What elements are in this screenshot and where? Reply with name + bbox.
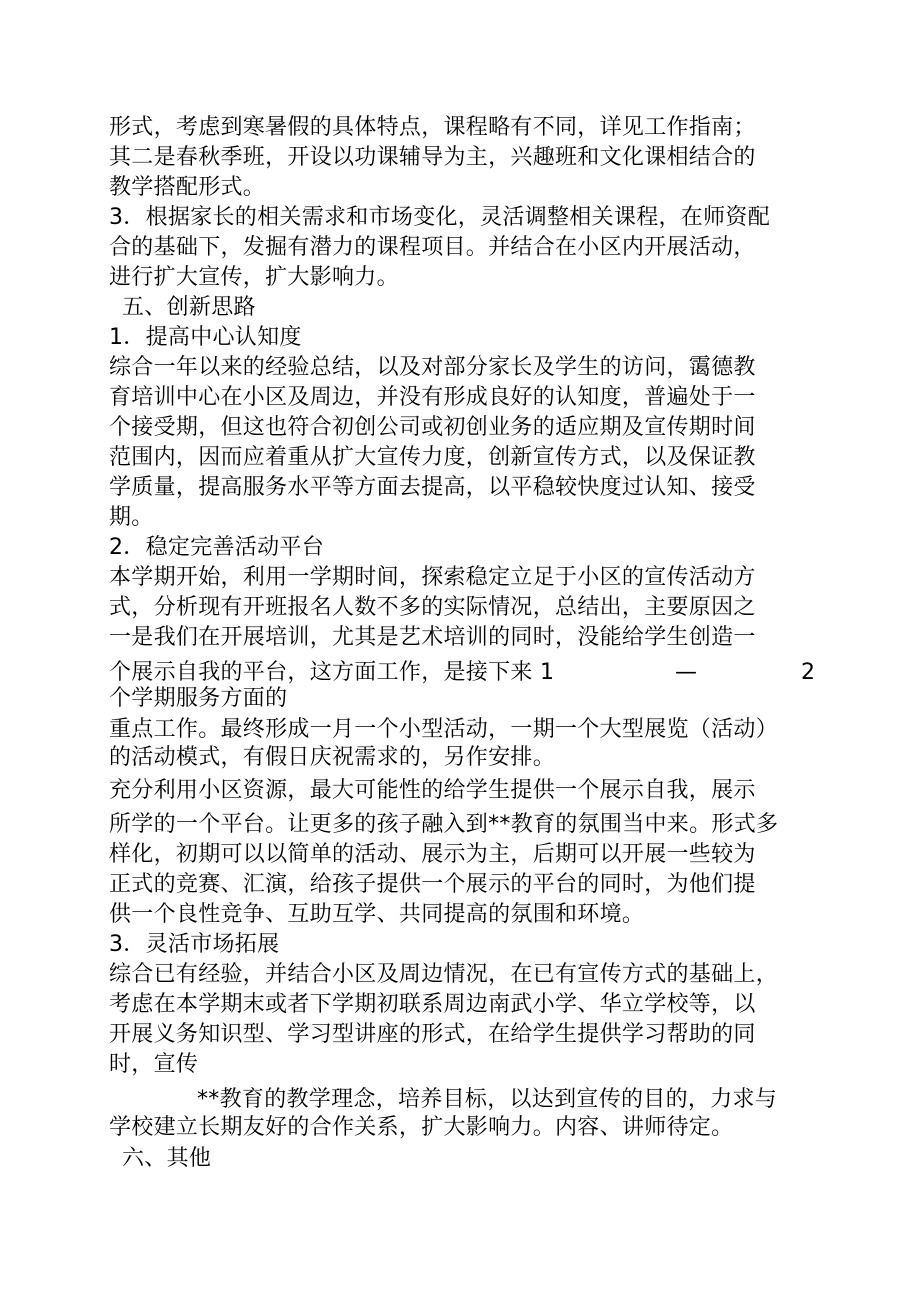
text-line-dash: — — [675, 660, 698, 685]
text-line-number: 2 — [801, 660, 816, 685]
text-line: 的活动模式，有假日庆祝需求的，另作安排。 — [109, 745, 556, 770]
text-line: 考虑在本学期末或者下学期初联系周边南武小学、华立学校等，以 — [109, 992, 756, 1017]
section-heading: 五、创新思路 — [122, 295, 256, 320]
text-line: 时，宣传 — [109, 1052, 199, 1077]
text-line: 正式的竞赛、汇演，给孩子提供一个展示的平台的同时，为他们提 — [109, 872, 756, 897]
text-line: 综合一年以来的经验总结，以及对部分家长及学生的访问，霭德教 — [109, 355, 756, 380]
text-line: 开展义务知识型、学习型讲座的形式，在给学生提供学习帮助的同 — [109, 1022, 756, 1047]
text-line: 个学期服务方面的 — [109, 686, 288, 711]
section-heading: 六、其他 — [122, 1146, 212, 1171]
text-line: **教育的教学理念，培养目标，以达到宣传的目的，力求与 — [197, 1087, 778, 1112]
text-line: 所学的一个平台。让更多的孩子融入到**教育的氛围当中来。形式多 — [109, 812, 779, 837]
text-line: 进行扩大宣传，扩大影响力。 — [109, 265, 399, 290]
text-line: 教学搭配形式。 — [109, 175, 266, 200]
text-line: 其二是春秋季班，开设以功课辅导为主，兴趣班和文化课相结合的 — [109, 145, 756, 170]
text-line: 式，分析现有开班报名人数不多的实际情况，总结出，主要原因之 — [109, 595, 756, 620]
text-line: 3．根据家长的相关需求和市场变化，灵活调整相关课程，在师资配 — [109, 205, 770, 230]
text-line: 一是我们在开展培训，尤其是艺术培训的同时，没能给学生创造一 — [109, 625, 756, 650]
text-line: 充分利用小区资源，最大可能性的给学生提供一个展示自我，展示 — [109, 778, 756, 803]
text-line: 育培训中心在小区及周边，并没有形成良好的认知度，普遍处于一 — [109, 385, 756, 410]
text-line: 供一个良性竞争、互助互学、共同提高的氛围和环境。 — [109, 902, 645, 927]
text-line: 学校建立长期友好的合作关系，扩大影响力。内容、讲师待定。 — [109, 1115, 734, 1140]
text-line: 范围内，因而应着重从扩大宣传力度，创新宣传方式，以及保证教 — [109, 445, 756, 470]
text-line: 期。 — [109, 505, 154, 530]
text-line: 样化，初期可以以简单的活动、展示为主，后期可以开展一些较为 — [109, 842, 756, 867]
text-line: 重点工作。最终形成一月一个小型活动，一期一个大型展览（活动） — [109, 717, 779, 742]
text-line: 个接受期，但这也符合初创公司或初创业务的适应期及宣传期时间 — [109, 415, 756, 440]
text-line: 本学期开始，利用一学期时间，探索稳定立足于小区的宣传活动方 — [109, 565, 756, 590]
text-line: 学质量，提高服务水平等方面去提高，以平稳较快度过认知、接受 — [109, 475, 756, 500]
text-line: 形式，考虑到寒暑假的具体特点，课程略有不同，详见工作指南； — [109, 115, 756, 140]
subsection-heading: 3．灵活市场拓展 — [109, 932, 280, 957]
text-line: 合的基础下，发掘有潜力的课程项目。并结合在小区内开展活动， — [109, 235, 756, 260]
subsection-heading: 2．稳定完善活动平台 — [109, 535, 324, 560]
text-line: 个展示自我的平台，这方面工作，是接下来 1 — [109, 660, 555, 685]
text-line: 综合已有经验，并结合小区及周边情况，在已有宣传方式的基础上， — [109, 962, 779, 987]
subsection-heading: 1．提高中心认知度 — [109, 325, 302, 350]
